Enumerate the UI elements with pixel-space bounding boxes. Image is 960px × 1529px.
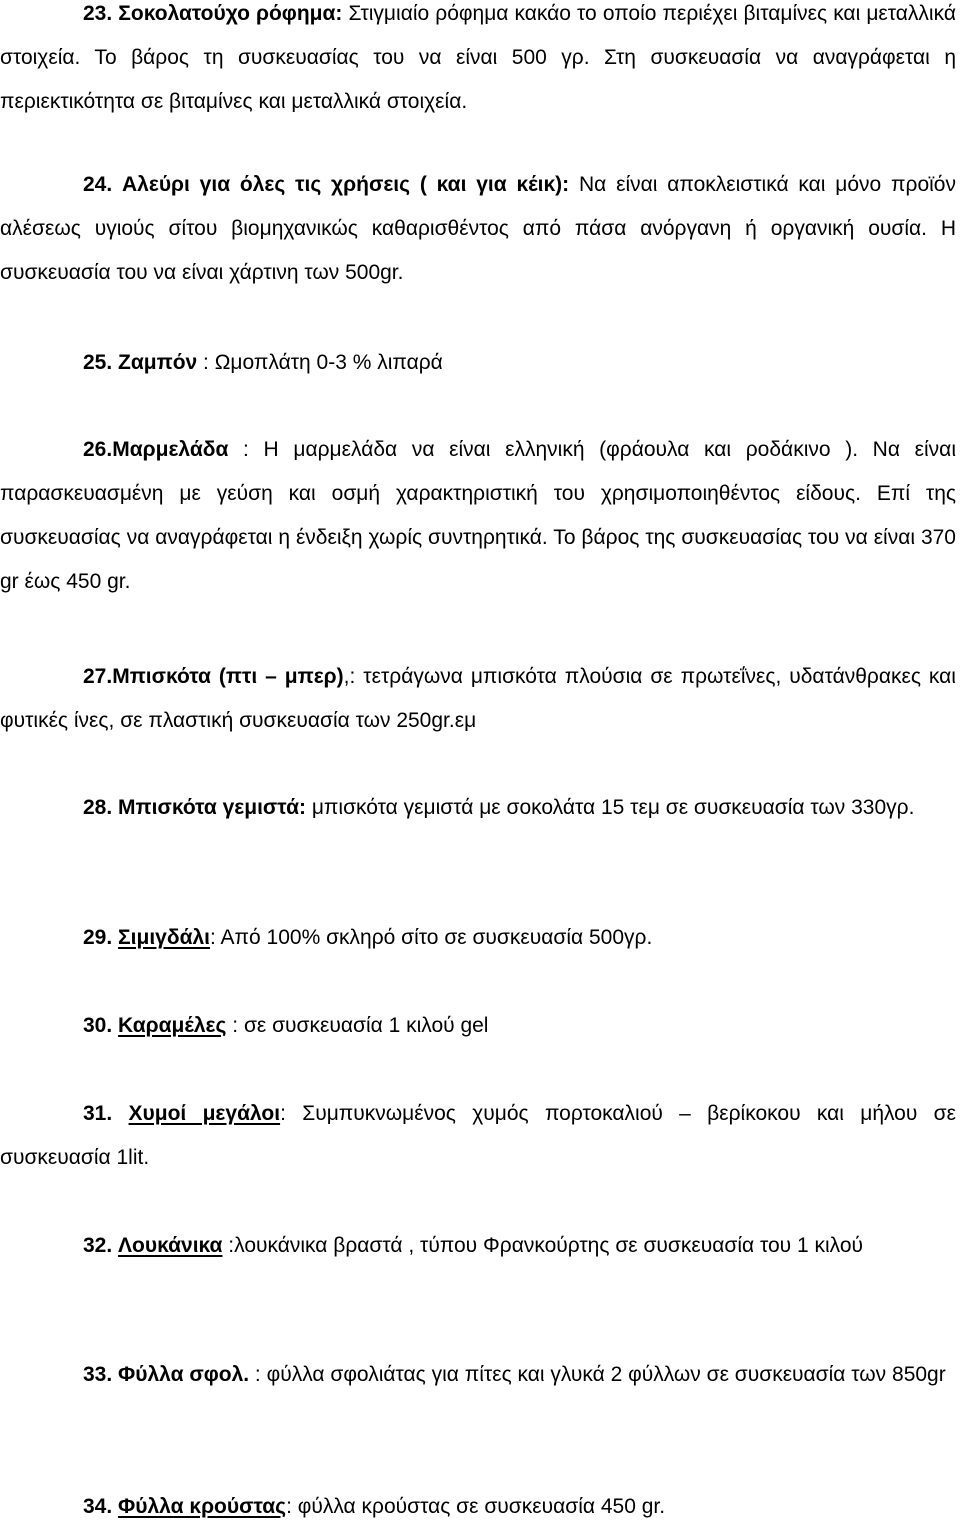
item-title: Σιμιγδάλι	[118, 926, 211, 949]
list-item	[0, 428, 956, 604]
item-number: 30.	[83, 1014, 113, 1037]
list-item	[0, 1224, 956, 1268]
item-number: 29.	[83, 926, 113, 949]
item-text: : Από 100% σκληρό σίτο σε συσκευασία 500γρ.	[210, 926, 653, 949]
list-item	[0, 1353, 956, 1397]
item-title: Αλεύρι για όλες τις χρήσεις ( και για κέικ):	[122, 173, 570, 196]
list-item	[0, 163, 956, 295]
item-title: Μαρμελάδα	[112, 438, 229, 461]
item-text: : Συμπυκνωμένος χυμός πορτοκαλιού – βερίκοκου και μήλου σε συσκευασία 1lit.	[0, 1102, 956, 1169]
item-text: : Ωμοπλάτη 0-3 % λιπαρά	[197, 351, 443, 374]
item-text: : σε συσκευασία 1 κιλού gel	[226, 1014, 489, 1037]
item-number: 25.	[83, 351, 113, 374]
item-text: : φύλλα σφολιάτας για πίτες και γλυκά 2 φύλλων σε συσκευασία των 850gr	[249, 1363, 946, 1386]
item-text: :λουκάνικα βραστά , τύπου Φρανκούρτης σε συσκευασία του 1 κιλού	[222, 1234, 863, 1257]
item-number: 33.	[83, 1363, 113, 1386]
item-title: Λουκάνικα	[118, 1234, 223, 1257]
list-item	[0, 1485, 956, 1529]
item-title: Καραμέλες	[118, 1014, 227, 1037]
list-item	[0, 341, 956, 385]
item-title: Φύλλα κρούστας	[118, 1495, 287, 1518]
item-number: 24.	[83, 173, 113, 196]
list-item	[0, 786, 956, 830]
item-text: : φύλλα κρούστας σε συσκευασία 450 gr.	[286, 1495, 666, 1518]
list-item	[0, 655, 956, 743]
item-text: μπισκότα γεμιστά με σοκολάτα 15 τεμ σε συσκευασία των 330γρ.	[306, 796, 915, 819]
list-item	[0, 1092, 956, 1180]
item-text: Στιγμιαίο ρόφημα κακάο το οποίο περιέχει βιταμίνες και μεταλλικά στοιχεία. Το βάρος τη συσκευασίας του να είναι 500 γρ. Στη συσκευασία να αναγράφεται η περιεκτικότητα σε βιταμίνες και μεταλλικά στοιχεία.	[0, 2, 956, 113]
item-text: Να είναι αποκλειστικά και μόνο προϊόν αλέσεως υγιούς σίτου βιομηχανικώς καθαρισθέντος από πάσα ανόργανη ή οργανική ουσία. Η συσκευασία του να είναι χάρτινη των 500gr.	[0, 173, 956, 284]
item-number: 32.	[83, 1234, 113, 1257]
list-item	[0, 1004, 956, 1048]
item-title: Φύλλα σφολ.	[118, 1363, 250, 1386]
item-number: 26.	[83, 438, 113, 461]
item-text: ,: τετράγωνα μπισκότα πλούσια σε πρωτεΐνες, υδατάνθρακες και φυτικές ίνες, σε πλαστική συσκευασία των 250gr.εμ	[0, 665, 956, 732]
item-number: 28.	[83, 796, 113, 819]
item-number: 23.	[83, 2, 113, 25]
item-number: 27.	[83, 665, 113, 688]
item-title: Μπισκότα (πτι – μπερ)	[112, 665, 344, 688]
item-title: Ζαμπόν	[118, 351, 198, 374]
item-number: 34.	[83, 1495, 113, 1518]
list-item	[0, 916, 956, 960]
item-text: : Η μαρμελάδα να είναι ελληνική (φράουλα και ροδάκινο ). Να είναι παρασκευασμένη με γεύση και οσμή χαρακτηριστική του χρησιμοποιηθέντος είδους. Επί της συσκευασίας να αναγράφεται η ένδειξη χωρίς συντηρητικά. Το βάρος της συσκευασίας του να είναι 370 gr έως 450 gr.	[0, 438, 956, 593]
item-title: Μπισκότα γεμιστά:	[118, 796, 306, 819]
item-title: Χυμοί μεγάλοι	[128, 1102, 281, 1125]
item-number: 31.	[83, 1102, 113, 1125]
item-title: Σοκολατούχο ρόφημα:	[118, 2, 343, 25]
list-item	[0, 0, 956, 124]
